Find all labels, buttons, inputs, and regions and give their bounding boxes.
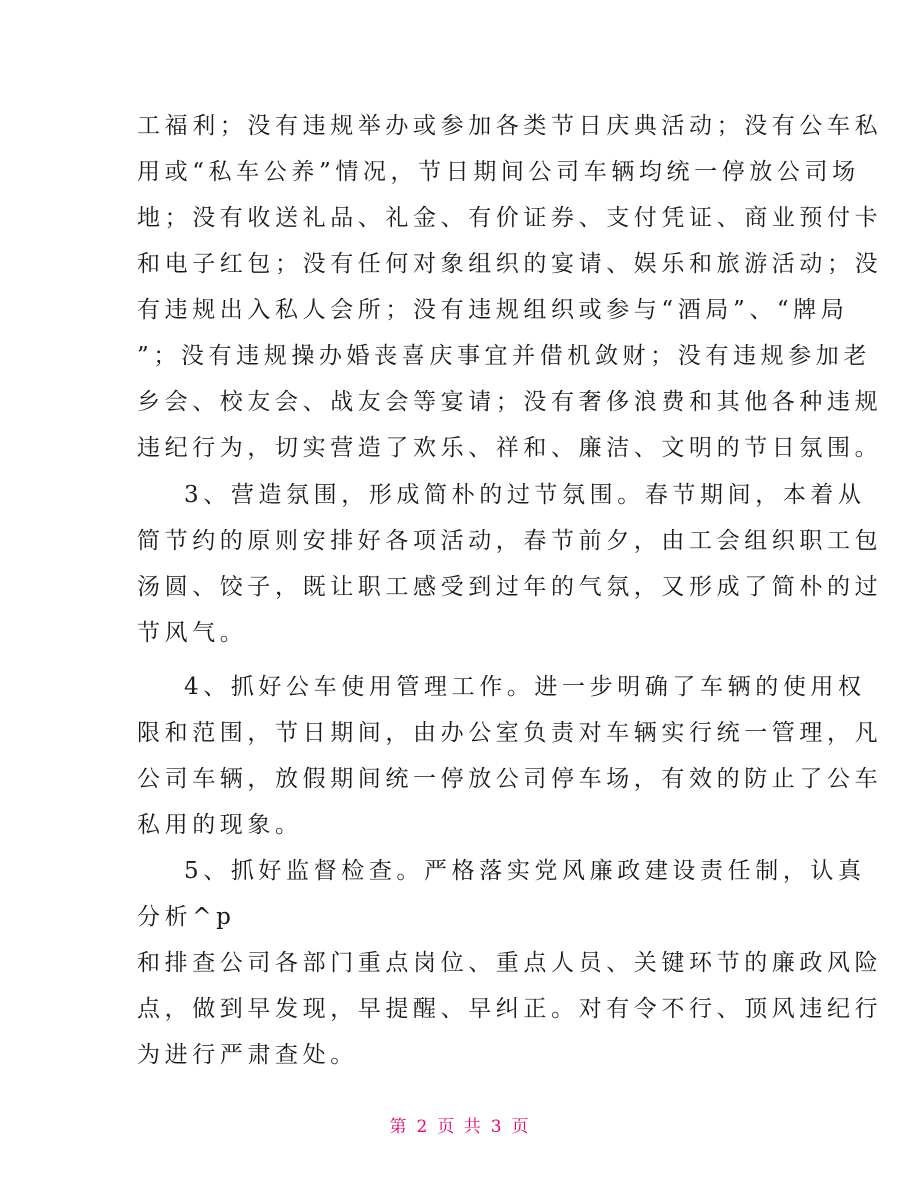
text-line: 简节约的原则安排好各项活动，春节前夕，由工会组织职工包 (137, 528, 883, 554)
text-line: ”；没有违规操办婚丧喜庆事宜并借机敛财；没有违规参加老 (137, 343, 871, 369)
text-line: 和排查公司各部门重点岗位、重点人员、关键环节的廉政风险 (137, 950, 883, 976)
text-line: 私用的现象。 (137, 812, 303, 838)
text-line: 点，做到早发现，早提醒、早纠正。对有令不行、顶风违纪行 (137, 996, 883, 1022)
text-line: 和电子红包；没有任何对象组织的宴请、娱乐和旅游活动；没 (137, 251, 883, 277)
text-line: 为进行严肃查处。 (137, 1042, 358, 1068)
footer-prefix: 第 (389, 1117, 409, 1137)
text-line: 用或“私车公养”情况，节日期间公司车辆均统一停放公司场 (137, 159, 860, 185)
text-line: 汤圆、饺子，既让职工感受到过年的气氛，又形成了简朴的过 (137, 574, 883, 600)
page-footer (0, 1112, 920, 1137)
text-line: 有违规出入私人会所；没有违规组织或参与“酒局”、“牌局 (137, 297, 849, 323)
paragraph-4-first-line: 4、抓好公车使用管理工作。进一步明确了车辆的使用权 (184, 674, 866, 700)
footer-middle: 页 共 (437, 1117, 483, 1137)
footer-page-number: 2 (416, 1117, 430, 1137)
footer-suffix: 页 (511, 1117, 531, 1137)
text-line: 乡会、校友会、战友会等宴请；没有奢侈浪费和其他各种违规 (137, 389, 883, 415)
text-line: 节风气。 (137, 620, 248, 646)
text-line: 违纪行为，切实营造了欢乐、祥和、廉洁、文明的节日氛围。 (137, 435, 883, 461)
text-line: 分析^p (137, 904, 236, 930)
text-line: 公司车辆，放假期间统一停放公司停车场，有效的防止了公车 (137, 766, 883, 792)
text-line: 工福利；没有违规举办或参加各类节日庆典活动；没有公车私 (137, 113, 883, 139)
footer-total-pages: 3 (490, 1117, 504, 1137)
paragraph-3-first-line: 3、营造氛围，形成简朴的过节氛围。春节期间，本着从 (184, 482, 866, 508)
paragraph-5-first-line: 5、抓好监督检查。严格落实党风廉政建设责任制，认真 (184, 858, 866, 884)
text-line: 限和范围，节日期间，由办公室负责对车辆实行统一管理，凡 (137, 720, 883, 746)
text-line: 地；没有收送礼品、礼金、有价证券、支付凭证、商业预付卡 (137, 205, 883, 231)
